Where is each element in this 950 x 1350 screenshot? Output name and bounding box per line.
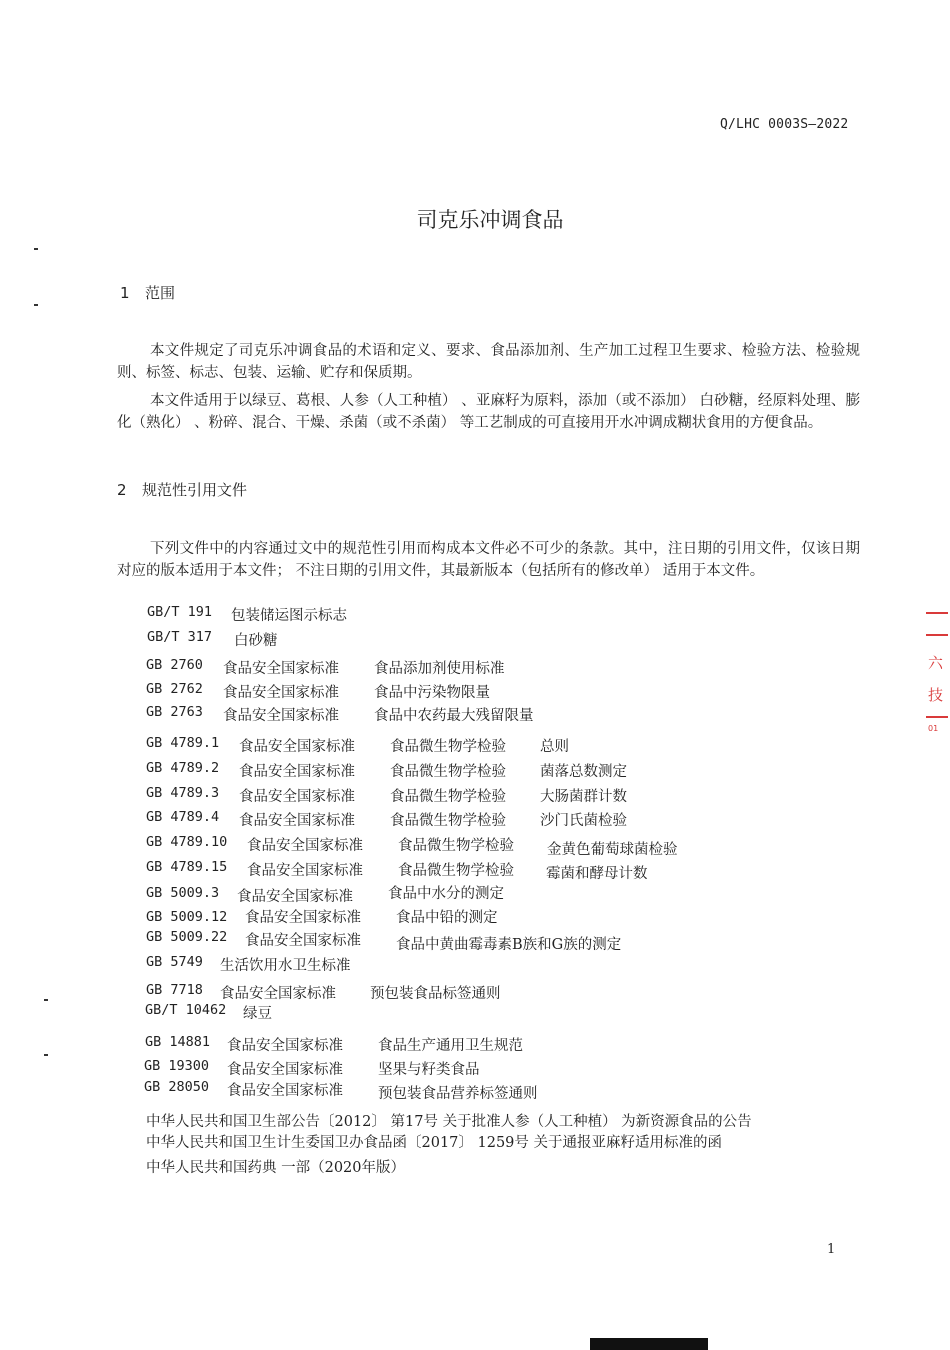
reference-part: 食品安全国家标准 bbox=[239, 813, 355, 829]
reference-part: 食品安全国家标准 bbox=[227, 1083, 343, 1099]
reference-part: 食品安全国家标准 bbox=[223, 685, 339, 701]
reference-title: 白砂糖 bbox=[234, 633, 278, 649]
reference-title: 食品中水分的测定 bbox=[388, 886, 504, 902]
scan-mark bbox=[44, 1054, 48, 1056]
reference-code: GB 19300 bbox=[144, 1058, 210, 1074]
reference-part: 食品微生物学检验 bbox=[390, 739, 506, 755]
reference-code: GB 4789.2 bbox=[146, 760, 220, 776]
stamp-line bbox=[926, 612, 948, 614]
section-1-paragraph-2: 本文件适用于以绿豆、葛根、人参（人工种植） 、亚麻籽为原料，添加（或不添加） 白砂糖，经原料处理、膨化（熟化） 、粉碎、混合、干燥、杀菌（或不杀菌） 等工艺制成的可直接用开水冲调成糊状食用的方便食品。 bbox=[117, 393, 860, 431]
reference-title: 菌落总数测定 bbox=[540, 764, 627, 780]
reference-part: 食品安全国家标准 bbox=[227, 1062, 343, 1078]
section-1-heading bbox=[120, 282, 175, 303]
reference-title: 食品中污染物限量 bbox=[374, 685, 490, 701]
edge-stamp bbox=[924, 604, 950, 744]
reference-title: 食品中铅的测定 bbox=[396, 910, 498, 926]
reference-title: 大肠菌群计数 bbox=[540, 789, 627, 805]
scan-mark bbox=[34, 248, 38, 250]
reference-code: GB/T 10462 bbox=[145, 1002, 227, 1018]
page-number: 1 bbox=[827, 1242, 836, 1257]
reference-title: 生活饮用水卫生标准 bbox=[220, 958, 351, 974]
reference-title: 霉菌和酵母计数 bbox=[546, 866, 648, 882]
reference-part: 食品安全国家标准 bbox=[245, 910, 361, 926]
reference-title: 预包装食品营养标签通则 bbox=[378, 1086, 538, 1102]
reference-code: GB 5009.3 bbox=[146, 885, 220, 901]
reference-part: 食品微生物学检验 bbox=[390, 764, 506, 780]
section-1-paragraph-1: 本文件规定了司克乐冲调食品的术语和定义、要求、食品添加剂、生产加工过程卫生要求、检验方法、检验规则、标签、标志、包装、运输、贮存和保质期。 bbox=[117, 343, 860, 381]
reference-part: 食品微生物学检验 bbox=[390, 813, 506, 829]
document-code: Q/LHC 0003S—2022 bbox=[720, 117, 849, 132]
other-reference-item: 中华人民共和国卫生计生委国卫办食品函〔2017〕 1259号 关于通报亚麻籽适用标准的函 bbox=[146, 1135, 723, 1151]
reference-part: 食品安全国家标准 bbox=[227, 1038, 343, 1054]
reference-code: GB 4789.4 bbox=[146, 809, 220, 825]
reference-code: GB 14881 bbox=[145, 1034, 211, 1050]
reference-part: 食品安全国家标准 bbox=[220, 986, 336, 1002]
reference-code: GB 28050 bbox=[144, 1079, 210, 1095]
section-title: 规范性引用文件 bbox=[142, 481, 248, 499]
reference-part: 食品安全国家标准 bbox=[223, 708, 339, 724]
reference-code: GB 4789.3 bbox=[146, 785, 220, 801]
reference-part: 食品微生物学检验 bbox=[398, 863, 514, 879]
stamp-line bbox=[926, 716, 948, 718]
other-reference-item: 中华人民共和国药典 一部（2020年版） bbox=[146, 1160, 406, 1176]
stamp-char: 六 bbox=[928, 654, 944, 672]
reference-title: 食品中黄曲霉毒素B族和G族的测定 bbox=[396, 937, 622, 953]
reference-part: 食品安全国家标准 bbox=[245, 933, 361, 949]
reference-code: GB 2762 bbox=[146, 681, 203, 697]
reference-title: 预包装食品标签通则 bbox=[370, 986, 501, 1002]
reference-code: GB 7718 bbox=[146, 982, 203, 998]
reference-part: 食品安全国家标准 bbox=[247, 863, 363, 879]
reference-title: 沙门氏菌检验 bbox=[540, 813, 627, 829]
reference-title: 食品中农药最大残留限量 bbox=[374, 708, 534, 724]
scan-edge-bar bbox=[590, 1338, 708, 1350]
document-title: 司克乐冲调食品 bbox=[416, 208, 564, 232]
reference-part: 食品安全国家标准 bbox=[239, 739, 355, 755]
section-number: 2 bbox=[117, 481, 127, 499]
reference-part: 食品安全国家标准 bbox=[223, 661, 339, 677]
reference-title: 食品添加剂使用标准 bbox=[374, 661, 505, 677]
reference-code: GB 4789.1 bbox=[146, 735, 220, 751]
scan-mark bbox=[34, 304, 38, 306]
reference-part: 食品安全国家标准 bbox=[239, 764, 355, 780]
stamp-line bbox=[926, 634, 948, 636]
reference-code: GB 2763 bbox=[146, 704, 203, 720]
reference-code: GB 2760 bbox=[146, 657, 203, 673]
other-reference-item: 中华人民共和国卫生部公告〔2012〕 第17号 关于批准人参（人工种植） 为新资源食品的公告 bbox=[146, 1114, 752, 1130]
reference-part: 食品安全国家标准 bbox=[247, 838, 363, 854]
reference-title: 包装储运图示标志 bbox=[231, 608, 347, 624]
reference-title: 总则 bbox=[540, 739, 569, 755]
reference-title: 绿豆 bbox=[243, 1006, 272, 1022]
section-2-heading bbox=[117, 479, 247, 500]
section-title: 范围 bbox=[145, 284, 176, 302]
reference-title: 食品生产通用卫生规范 bbox=[378, 1038, 523, 1054]
reference-code: GB 4789.15 bbox=[146, 859, 228, 875]
reference-code: GB 4789.10 bbox=[146, 834, 228, 850]
reference-part: 食品微生物学检验 bbox=[390, 789, 506, 805]
reference-code: GB/T 191 bbox=[147, 604, 213, 620]
reference-code: GB 5749 bbox=[146, 954, 203, 970]
section-2-paragraph-1: 下列文件中的内容通过文中的规范性引用而构成本文件必不可少的条款。其中，注日期的引用文件，仅该日期对应的版本适用于本文件； 不注日期的引用文件，其最新版本（包括所有的修改单） 适用于本文件。 bbox=[117, 541, 860, 579]
scan-mark bbox=[44, 999, 48, 1001]
reference-code: GB 5009.12 bbox=[146, 909, 228, 925]
stamp-char: 技 bbox=[928, 686, 944, 704]
reference-code: GB/T 317 bbox=[147, 629, 213, 645]
reference-part: 食品安全国家标准 bbox=[239, 789, 355, 805]
section-number: 1 bbox=[120, 284, 130, 302]
reference-code: GB 5009.22 bbox=[146, 929, 228, 945]
reference-part: 食品安全国家标准 bbox=[237, 889, 353, 905]
reference-title: 坚果与籽类食品 bbox=[378, 1062, 480, 1078]
reference-part: 食品微生物学检验 bbox=[398, 838, 514, 854]
reference-title: 金黄色葡萄球菌检验 bbox=[547, 842, 678, 858]
stamp-small-text: 01 bbox=[928, 724, 939, 733]
